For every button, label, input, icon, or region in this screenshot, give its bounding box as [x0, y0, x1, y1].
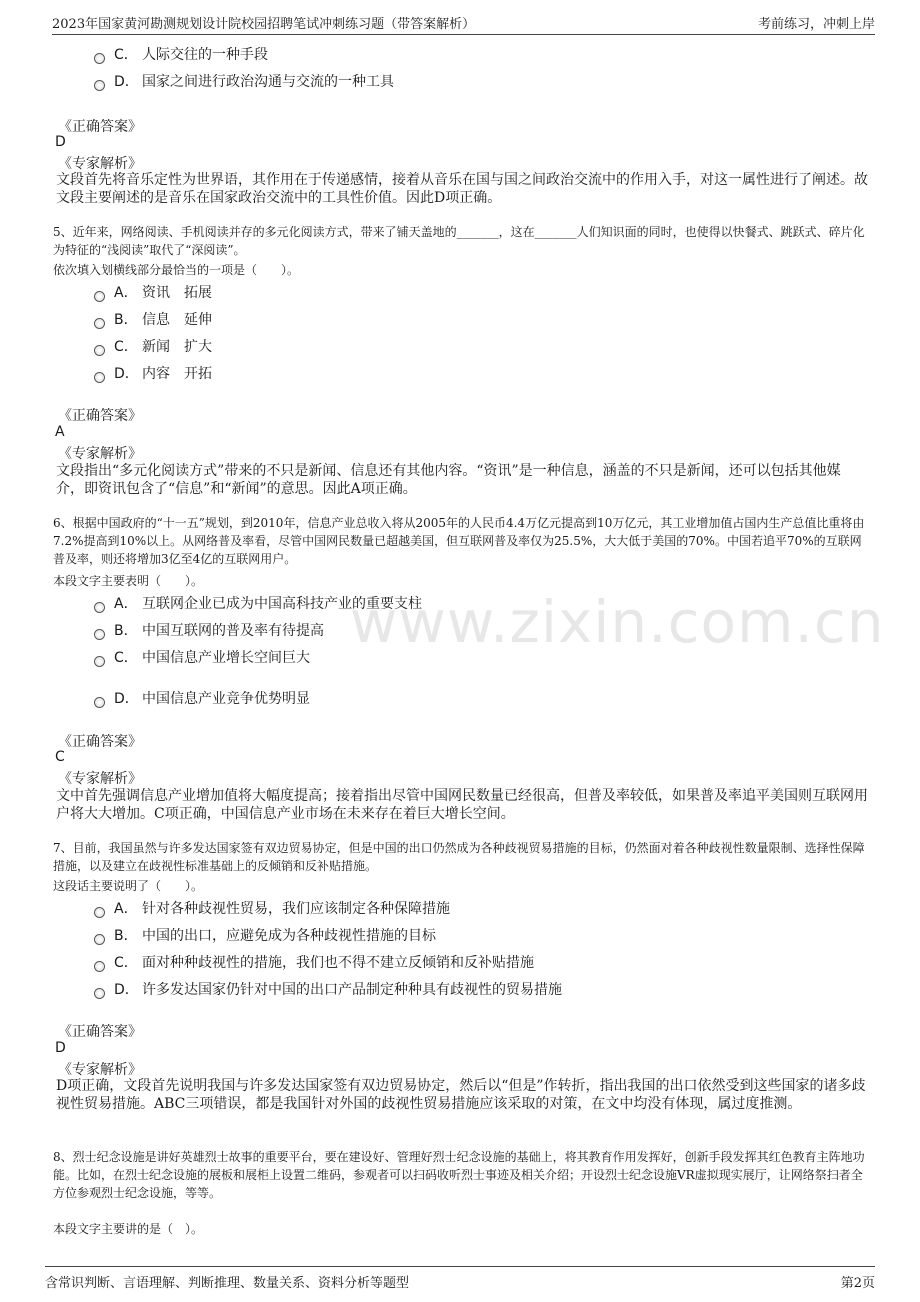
- q5-analysis-label: 《专家解析》: [58, 446, 142, 462]
- q7-answer: D: [55, 1040, 66, 1056]
- q5-analysis: 文段指出“多元化阅读方式”带来的不只是新闻、信息还有其他内容。“资讯”是一种信息，涵盖的不只是新闻，还可以包括其他媒介，即资讯包含了“信息”和“新闻”的意思。因此A项正确。: [56, 463, 841, 497]
- document-title: 2023年国家黄河勘测规划设计院校园招聘笔试冲刺练习题（带答案解析）: [52, 17, 476, 32]
- page-number: 第2页: [840, 1276, 875, 1291]
- radio-icon[interactable]: [94, 961, 105, 972]
- q7-stem: 这段话主要说明了（ ）。: [53, 879, 204, 893]
- page-header: [52, 10, 875, 35]
- q7-option-c[interactable]: C． 面对种种歧视性的措施，我们也不得不建立反倾销和反补贴措施: [94, 953, 534, 973]
- radio-icon[interactable]: [94, 345, 105, 356]
- q6-analysis-label: 《专家解析》: [58, 771, 142, 787]
- q4-answer: D: [55, 134, 66, 150]
- q7-analysis: D项正确，文段首先说明我国与许多发达国家签有双边贸易协定，然后以“但是”作转折，指出我国的出口依然受到这些国家的诸多歧视性贸易措施。ABC三项错误，都是我国针对外国的歧视性贸易措施应该采取的对策，在文中均没有体现，属过度推测。: [56, 1078, 866, 1112]
- q8-text: 8、烈士纪念设施是讲好英雄烈士故事的重要平台，要在建设好、管理好烈士纪念设施的基础上，将其教育作用发挥好，创新手段发挥其红色教育主阵地功能。比如，在烈士纪念设施的展板和展柜上设置二维码，参观者可以扫码收听烈士事迹及相关介绍；开设烈士纪念设施VR虚拟现实展厅，让网络祭扫者全方位参观烈士纪念设施，等等。: [53, 1150, 865, 1200]
- radio-icon[interactable]: [94, 53, 105, 64]
- q5-option-b[interactable]: B． 信息 延伸: [94, 310, 212, 330]
- q6-analysis: 文中首先强调信息产业增加值将大幅度提高；接着指出尽管中国网民数量已经很高，但普及率较低，如果普及率追平美国则互联网用户将大大增加。C项正确，中国信息产业市场在未来存在着巨大增长空间。: [56, 788, 868, 822]
- q4-option-d[interactable]: D． 国家之间进行政治沟通与交流的一种工具: [94, 72, 394, 92]
- page-footer: [45, 1266, 875, 1291]
- radio-icon[interactable]: [94, 934, 105, 945]
- q7-analysis-label: 《专家解析》: [58, 1062, 142, 1078]
- radio-icon[interactable]: [94, 602, 105, 613]
- q7-option-b[interactable]: B． 中国的出口，应避免成为各种歧视性措施的目标: [94, 926, 436, 946]
- q7-option-d[interactable]: D． 许多发达国家仍针对中国的出口产品制定种种具有歧视性的贸易措施: [94, 980, 562, 1000]
- q6-answer-label: 《正确答案》: [58, 734, 142, 750]
- q5-option-d[interactable]: D． 内容 开拓: [94, 364, 212, 384]
- radio-icon[interactable]: [94, 372, 105, 383]
- q4-answer-label: 《正确答案》: [58, 119, 142, 135]
- q6-option-b[interactable]: B． 中国互联网的普及率有待提高: [94, 621, 324, 641]
- q4-analysis: 文段首先将音乐定性为世界语，其作用在于传递感情，接着从音乐在国与国之间政治交流中的作用入手，对这一属性进行了阐述。故文段主要阐述的是音乐在国家政治交流中的工具性价值。因此D项正确。: [56, 172, 868, 206]
- q6-option-a[interactable]: A． 互联网企业已成为中国高科技产业的重要支柱: [94, 594, 422, 614]
- header-slogan: 考前练习，冲刺上岸: [757, 17, 875, 32]
- q7-answer-label: 《正确答案》: [58, 1024, 142, 1040]
- q5-option-a[interactable]: A． 资讯 拓展: [94, 283, 212, 303]
- q5-text: 5、近年来，网络阅读、手机阅读并存的多元化阅读方式，带来了铺天盖地的_______，这在_______人们知识面的同时，也使得以快餐式、跳跃式、碎片化为特征的“浅阅读”取代了“深阅读”。: [53, 225, 865, 257]
- q4-analysis-label: 《专家解析》: [58, 156, 142, 172]
- q6-text: 6、根据中国政府的“十一五”规划，到2010年，信息产业总收入将从2005年的人民币4.4万亿元提高到10万亿元，其工业增加值占国内生产总值比重将由7.2%提高到10%以上。从网络普及率看，尽管中国网民数量已超越美国，但互联网普及率仅为25.5%，大大低于美国的70%。中国若追平70%的互联网普及率，则还将增加3亿至4亿的互联网用户。: [53, 516, 865, 566]
- q7-option-a[interactable]: A． 针对各种歧视性贸易，我们应该制定各种保障措施: [94, 899, 450, 919]
- radio-icon[interactable]: [94, 988, 105, 999]
- radio-icon[interactable]: [94, 629, 105, 640]
- q5-option-c[interactable]: C． 新闻 扩大: [94, 337, 212, 357]
- radio-icon[interactable]: [94, 291, 105, 302]
- q8-stem: 本段文字主要讲的是（ ）。: [53, 1222, 204, 1236]
- radio-icon[interactable]: [94, 907, 105, 918]
- q6-answer: C: [55, 749, 65, 765]
- q5-answer: A: [55, 424, 65, 440]
- radio-icon[interactable]: [94, 697, 105, 708]
- q6-option-d[interactable]: D． 中国信息产业竞争优势明显: [94, 689, 310, 709]
- radio-icon[interactable]: [94, 80, 105, 91]
- q6-option-c[interactable]: C． 中国信息产业增长空间巨大: [94, 648, 310, 668]
- q5-answer-label: 《正确答案》: [58, 408, 142, 424]
- q5-stem: 依次填入划横线部分最恰当的一项是（ ）。: [53, 263, 300, 277]
- watermark: www.zixin.com.cn: [350, 588, 885, 656]
- radio-icon[interactable]: [94, 656, 105, 667]
- footer-note: 含常识判断、言语理解、判断推理、数量关系、资料分析等题型: [45, 1276, 410, 1291]
- q6-stem: 本段文字主要表明（ ）。: [53, 574, 204, 588]
- radio-icon[interactable]: [94, 318, 105, 329]
- q7-text: 7、目前，我国虽然与许多发达国家签有双边贸易协定，但是中国的出口仍然成为各种歧视贸易措施的目标，仍然面对着各种歧视性数量限制、选择性保障措施，以及建立在歧视性标准基础上的反倾销和反补贴措施。: [53, 841, 865, 873]
- q4-option-c[interactable]: C． 人际交往的一种手段: [94, 45, 268, 65]
